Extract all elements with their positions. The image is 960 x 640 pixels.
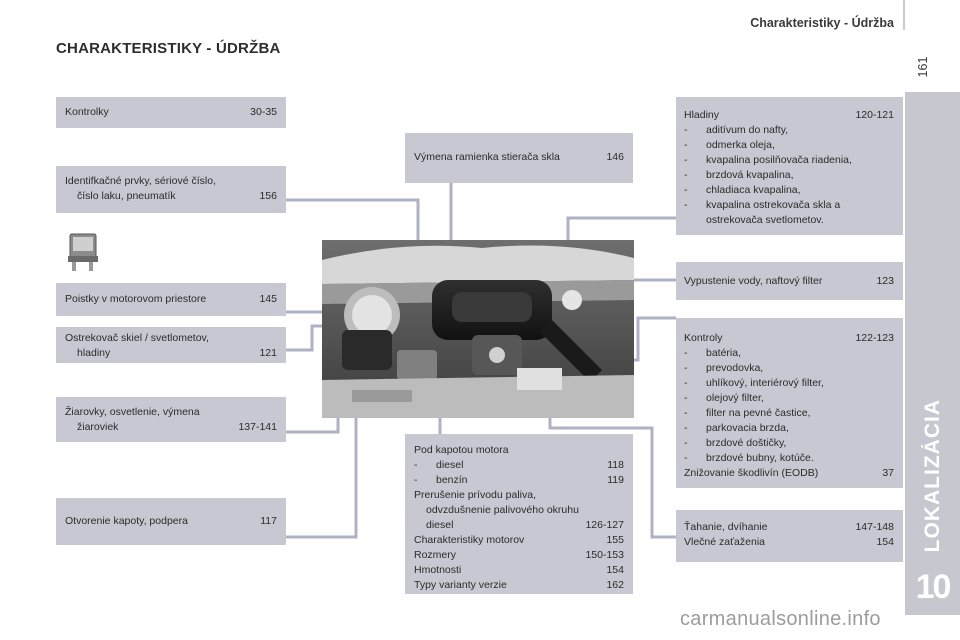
list-item: olejový filter,	[706, 392, 764, 404]
item-text-cont: diesel	[426, 519, 454, 531]
page-ref: 120-121	[855, 109, 894, 121]
page-ref: 121	[259, 347, 277, 359]
box-vymena	[405, 133, 633, 183]
page-title: CHARAKTERISTIKY - ÚDRŽBA	[56, 40, 281, 57]
item-text-cont: číslo laku, pneumatík	[77, 190, 176, 202]
list-item: filter na pevné častice,	[706, 407, 811, 419]
item-text: Ťahanie, dvíhanie	[684, 521, 768, 533]
page-ref: 150-153	[585, 549, 624, 561]
box-kontrolky	[56, 97, 286, 128]
dash: -	[684, 154, 688, 166]
page-ref: 126-127	[585, 519, 624, 531]
list-item: brzdové bubny, kotúče.	[706, 452, 814, 464]
page-ref: 37	[882, 467, 894, 479]
page-ref: 146	[606, 151, 624, 163]
item-text: Rozmery	[414, 549, 457, 561]
item-text: Charakteristiky motorov	[414, 534, 525, 546]
list-item: brzdové doštičky,	[706, 437, 787, 449]
dash: -	[684, 184, 688, 196]
dash: -	[684, 169, 688, 181]
box-poistky	[56, 283, 286, 316]
dash: -	[684, 124, 688, 136]
item-text: Žiarovky, osvetlenie, výmena	[65, 406, 200, 418]
dash: -	[684, 407, 688, 419]
page-ref: 122-123	[855, 332, 894, 344]
page-ref: 119	[607, 474, 624, 486]
box-identifikacne	[56, 166, 286, 213]
list-item-cont: ostrekovača svetlometov.	[706, 214, 824, 226]
item-text: Výmena ramienka stierača skla	[414, 151, 560, 163]
item-text: Vypustenie vody, naftový filter	[684, 275, 823, 287]
dash: -	[684, 422, 688, 434]
box-ostrekovac	[56, 327, 286, 363]
engine-bay-photo	[322, 240, 634, 418]
list-item: uhlíkový, interiérový filter,	[706, 377, 824, 389]
page-ref: 30-35	[250, 106, 277, 118]
list-item: odmerka oleja,	[706, 139, 775, 151]
item-text: Kontrolky	[65, 106, 109, 118]
item-text: Typy varianty verzie	[414, 579, 507, 591]
dash: -	[684, 347, 688, 359]
section-header: Charakteristiky - Údržba	[750, 16, 894, 30]
item-text: Poistky v motorovom priestore	[65, 293, 207, 305]
page-ref: 123	[876, 275, 894, 287]
item-title: Hladiny	[684, 109, 720, 121]
dash: -	[684, 452, 688, 464]
dash: -	[684, 199, 688, 211]
dash: -	[684, 139, 688, 151]
item-text: Ostrekovač skiel / svetlometov,	[65, 332, 209, 344]
item-text: diesel	[436, 459, 464, 471]
list-item: chladiaca kvapalina,	[706, 184, 801, 196]
dash: -	[414, 459, 418, 471]
chapter-label-text: LOKALIZÁCIA	[920, 398, 944, 552]
page-ref: 137-141	[238, 421, 277, 433]
page-ref: 147-148	[855, 521, 894, 533]
item-text: Vlečné zaťaženia	[684, 536, 765, 548]
list-item: kvapalina posilňovača riadenia,	[706, 154, 852, 166]
item-text-cont: odvzdušnenie palivového okruhu	[426, 504, 579, 516]
list-item: parkovacia brzda,	[706, 422, 789, 434]
box-tahanie	[676, 510, 903, 562]
dash: -	[684, 377, 688, 389]
page-ref: 154	[876, 536, 894, 548]
item-text-cont: hladiny	[77, 347, 111, 359]
page-ref: 156	[259, 190, 277, 202]
item-text: Znižovanie škodlivín (EODB)	[684, 467, 819, 479]
box-ziarovky	[56, 397, 286, 442]
dash: -	[684, 392, 688, 404]
list-item: kvapalina ostrekovača skla a	[706, 199, 841, 211]
chapter-number: 10	[915, 568, 950, 606]
item-text: Otvorenie kapoty, podpera	[65, 515, 188, 527]
list-item: batéria,	[706, 347, 742, 359]
page-ref: 154	[606, 564, 624, 576]
page-ref: 145	[259, 293, 277, 305]
page-number: 161	[916, 56, 930, 78]
item-text: Identifkačné prvky, sériové číslo,	[65, 175, 216, 187]
box-pod-kapotou	[405, 434, 633, 594]
page-ref: 155	[606, 534, 624, 546]
page-ref: 118	[607, 459, 624, 471]
fuse-icon	[62, 230, 102, 272]
box-vypustenie	[676, 262, 903, 300]
item-text-cont: žiaroviek	[77, 421, 119, 433]
item-title: Pod kapotou motora	[414, 444, 509, 456]
list-item: brzdová kvapalina,	[706, 169, 794, 181]
page-ref: 162	[606, 579, 624, 591]
item-text: Prerušenie prívodu paliva,	[414, 489, 536, 501]
item-text: benzín	[436, 474, 468, 486]
box-otvorenie	[56, 498, 286, 545]
item-title: Kontroly	[684, 332, 723, 344]
box-kontroly	[676, 318, 903, 488]
page-ref: 117	[260, 515, 277, 527]
dash: -	[414, 474, 418, 486]
list-item: aditívum do nafty,	[706, 124, 789, 136]
item-text: Hmotnosti	[414, 564, 462, 576]
watermark: carmanualsonline.info	[680, 608, 881, 630]
dash: -	[684, 437, 688, 449]
list-item: prevodovka,	[706, 362, 764, 374]
box-hladiny	[676, 97, 903, 235]
dash: -	[684, 362, 688, 374]
